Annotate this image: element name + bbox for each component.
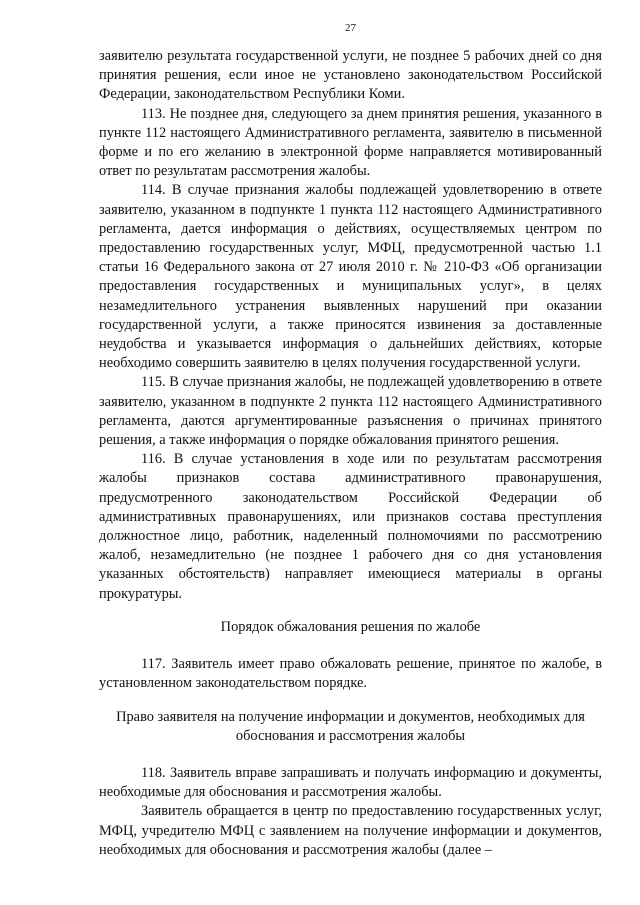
paragraph-114: 114. В случае признания жалобы подлежащей удовлетворению в ответе заявителю, указанном в подпункте 1 пункта 112 настоящего Административного регламента, дается информация о действиях, осуществляемых центром по предоставлению государственных услуг, МФЦ, предусмотренной частью 1.1 статьи 16 Федерального закона от 27 июля 2010 г. № 210-ФЗ «Об организации предоставления государственных и муниципальных услуг», в целях незамедлительного устранения выявленных нарушений при оказании государственной услуги, а также приносятся извинения за доставленные неудобства и указывается информация о дальнейших действиях, которые необходимо совершить заявителю в целях получения государственной услуги.: [99, 182, 602, 372]
paragraph-113: 113. Не позднее дня, следующего за днем принятия решения, указанного в пункте 112 настоящего Административного регламента, заявителю в письменной форме и по его желанию в электронной форме направляется мотивированный ответ по результатам рассмотрения жалобы.: [99, 105, 602, 180]
paragraph-118: 118. Заявитель вправе запрашивать и получать информацию и документы, необходимые для обоснования и рассмотрения жалобы.: [99, 764, 602, 801]
section-heading-right-to-information: Право заявителя на получение информации и документов, необходимых для обоснования и рассмотрения жалобы: [116, 708, 585, 744]
paragraph-116: 116. В случае установления в ходе или по результатам рассмотрения жалобы признаков состава административного правонарушения, предусмотренного законодательством Российской Федерации об административных правонарушениях, или признаков состава преступления должностное лицо, работник, наделенный полномочиями по рассмотрению жалоб, незамедлительно (не позднее 1 рабочего дня со дня установления указанных обстоятельств) направляет имеющиеся материалы в органы прокуратуры.: [99, 451, 602, 602]
section-heading-appeal: Порядок обжалования решения по жалобе: [220, 618, 481, 635]
paragraph-117: 117. Заявитель имеет право обжаловать решение, принятое по жалобе, в установленном законодательством порядке.: [99, 656, 602, 692]
page-number: 27: [345, 22, 356, 34]
paragraph-115: 115. В случае признания жалобы, не подлежащей удовлетворению в ответе заявителю, указанном в подпункте 2 пункта 112 настоящего Административного регламента, даются аргументированные разъяснения о причинах принятого решения, а также информация о порядке обжалования принятого решения.: [99, 374, 602, 449]
paragraph-112-ending: заявителю результата государственной услуги, не позднее 5 рабочих дней со дня принятия решения, если иное не установлено законодательством Российской Федерации, законодательством Республики Коми.: [99, 48, 602, 103]
paragraph-118-continuation: Заявитель обращается в центр по предоставлению государственных услуг, МФЦ, учредителю МФЦ с заявлением на получение информации и документов, необходимых для обоснования и рассмотрения жалобы (далее –: [99, 803, 602, 858]
